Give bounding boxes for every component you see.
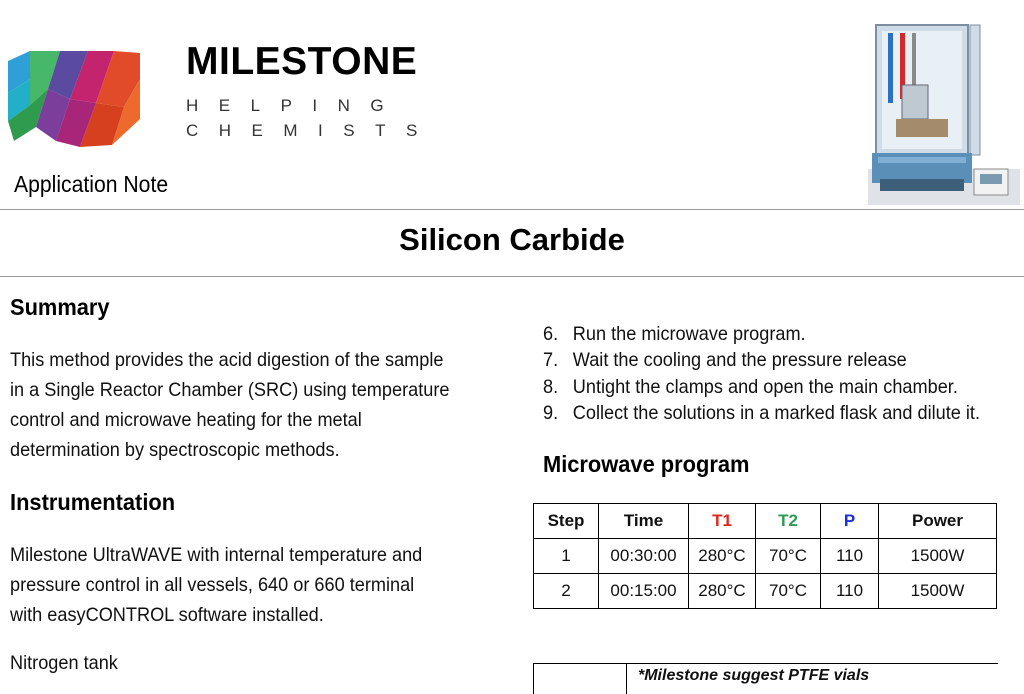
instrumentation-line: with easyCONTROL software installed. [10, 604, 324, 626]
column-header-step: Step [534, 504, 599, 539]
table-cell: 70°C [756, 574, 821, 609]
instrumentation-line: pressure control in all vessels, 640 or 660 terminal [10, 574, 415, 596]
page-title: Silicon Carbide [399, 222, 625, 257]
procedure-step [543, 400, 980, 426]
summary-line: in a Single Reactor Chamber (SRC) using temperature [10, 379, 450, 401]
column-header-t1: T1 [689, 504, 756, 539]
procedure-step [543, 347, 980, 373]
table-row [534, 539, 997, 574]
table-cell: 110 [821, 574, 879, 609]
column-header-p: P [821, 504, 879, 539]
column-header-t2: T2 [756, 504, 821, 539]
table-cell: 110 [821, 539, 879, 574]
milestone-logo-icon [8, 49, 140, 151]
step-number: 6. [543, 323, 559, 345]
brand-tagline-helping: HELPING [186, 96, 405, 115]
microwave-instrument-photo-icon [868, 19, 1020, 205]
procedure-step [543, 321, 980, 347]
instrumentation-text [10, 540, 422, 630]
procedure-steps-list [543, 321, 1013, 426]
summary-text [10, 345, 449, 465]
column-header-power: Power [879, 504, 997, 539]
table-cell: 00:15:00 [599, 574, 689, 609]
table-row [534, 574, 997, 609]
procedure-step [543, 374, 980, 400]
instrumentation-line: Milestone UltraWAVE with internal temperature and [10, 544, 423, 566]
step-text: Collect the solutions in a marked flask and dilute it. [572, 401, 981, 424]
table-cell: 1 [534, 539, 599, 574]
column-header-time: Time [599, 504, 689, 539]
microwave-program-heading: Microwave program [543, 451, 750, 477]
step-text: Run the microwave program. [572, 323, 806, 345]
table-cell: 1500W [879, 574, 997, 609]
table-cell: 2 [534, 574, 599, 609]
summary-heading: Summary [10, 294, 110, 320]
reagents-table-partial [533, 663, 998, 694]
title-divider [0, 276, 1024, 277]
document-type-label: Application Note [14, 171, 169, 197]
table-header-row [534, 504, 997, 539]
summary-line: This method provides the acid digestion of the sample [10, 349, 444, 371]
step-number: 8. [543, 375, 559, 398]
ptfe-vials-note: *Milestone suggest PTFE vials [638, 667, 870, 684]
table-cell: 280°C [689, 539, 756, 574]
brand-name: MILESTONE [186, 40, 418, 83]
step-text: Wait the cooling and the pressure release [572, 349, 907, 372]
nitrogen-tank-text: Nitrogen tank [10, 652, 118, 674]
table-cell: 00:30:00 [599, 539, 689, 574]
summary-line: control and microwave heating for the metal [10, 409, 362, 431]
table-divider [626, 664, 627, 694]
header-divider [0, 209, 1024, 210]
table-cell: 70°C [756, 539, 821, 574]
summary-line: determination by spectroscopic methods. [10, 439, 340, 461]
table-cell: 280°C [689, 574, 756, 609]
table-cell: 1500W [879, 539, 997, 574]
step-number: 7. [543, 349, 559, 372]
brand-tagline-chemists: CHEMISTS [186, 121, 438, 140]
instrumentation-heading: Instrumentation [10, 489, 176, 515]
microwave-program-table [533, 503, 997, 609]
step-number: 9. [543, 401, 559, 424]
step-text: Untight the clamps and open the main chamber. [572, 375, 958, 398]
